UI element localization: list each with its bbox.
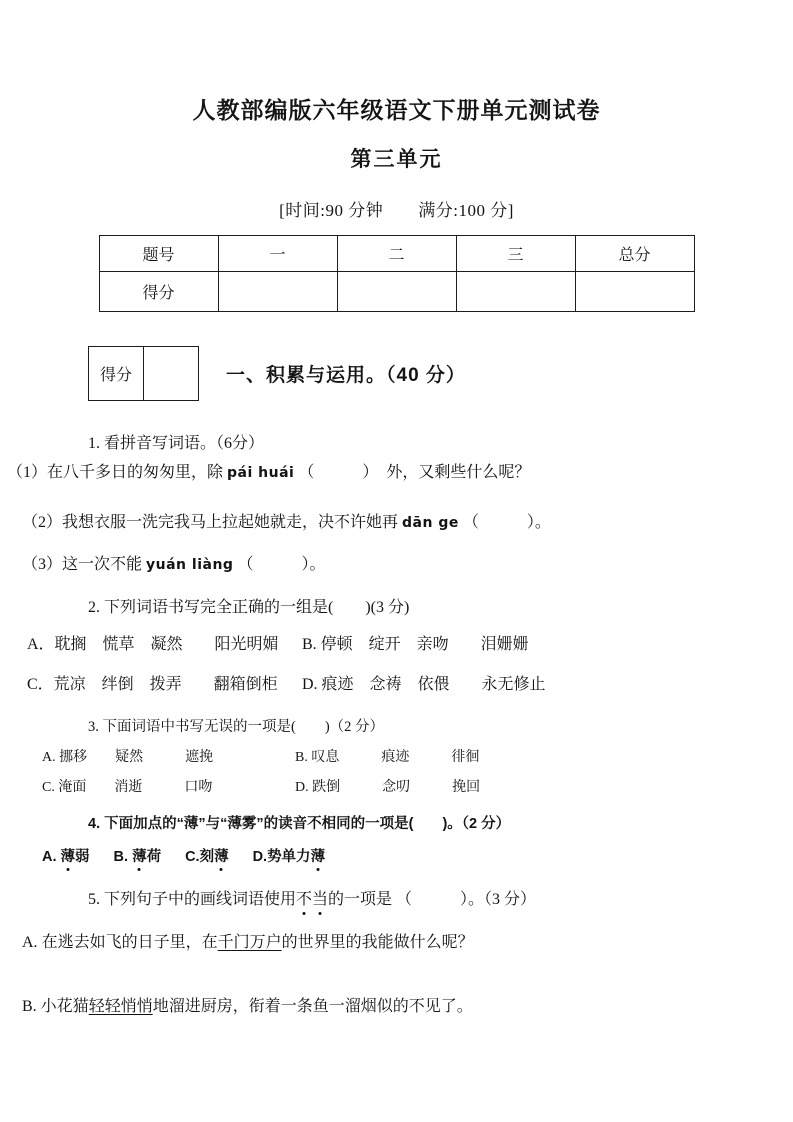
pinyin-text: yuán liàng (146, 557, 234, 573)
section-score-box (88, 346, 199, 401)
option-label: A. (42, 849, 61, 865)
dotted-character: 薄 (60, 849, 76, 865)
option-label: B. (22, 998, 41, 1015)
question-1-item-3 (22, 554, 793, 576)
item-text: （2）我想衣服一洗完我马上拉起她就走，决不许她再 (22, 514, 403, 531)
underlined-word: 轻轻悄悄 (88, 998, 153, 1015)
option-label: D. (252, 849, 268, 865)
item-text: （ ） 外，又剩些什么呢？ (294, 464, 531, 481)
question-number: 5. (88, 891, 104, 908)
unit-title: 第三单元 (350, 148, 443, 171)
underlined-word: 千门万户 (217, 934, 282, 951)
question-2-heading: 2. 下列词语书写完全正确的一组是( )(3 分) (88, 599, 410, 616)
option-d (253, 848, 326, 867)
dotted-character: 不 (296, 889, 312, 911)
option-c: C. 淹面 消逝 口吻 (42, 780, 213, 795)
question-text: 的一项是 （ ）。（3 分） (328, 891, 537, 908)
option-c (185, 848, 229, 867)
option-text: 小花猫 (40, 998, 89, 1015)
score-table-header-row (99, 236, 694, 272)
score-row-label: 得分 (99, 272, 218, 312)
dotted-character: 薄 (132, 849, 147, 865)
item-text: （ ）。 (458, 514, 551, 531)
item-text: （1）在八千多日的匆匆里，除 (7, 464, 228, 481)
score-table-header-cell: 总分 (575, 236, 694, 272)
option-c: C．荒凉 绊倒 拨弄 翻箱倒柜 (27, 676, 278, 693)
option-text: 刻 (199, 849, 215, 865)
option-label: C. (185, 849, 200, 865)
dotted-character: 当 (312, 889, 328, 911)
question-3-heading: 3. 下面词语中书写无误的一项是( )（2 分） (88, 719, 385, 735)
question-1-heading: 1. 看拼音写词语。（6分） (88, 435, 265, 452)
option-text: 的世界里的我能做什么呢？ (281, 934, 474, 951)
score-table (99, 235, 695, 312)
question-4-heading: 4. 下面加点的“薄”与“薄雾”的读音不相同的一项是( )。（2 分） (88, 816, 511, 832)
option-b: B. 叹息 痕迹 徘徊 (295, 750, 480, 765)
question-3-options-row-2 (42, 779, 793, 797)
score-cell (456, 272, 575, 312)
score-box-value (144, 347, 199, 401)
question-3-options-row-1 (42, 749, 793, 767)
page-title: 人教部编版六年级语文下册单元测试卷 (192, 97, 601, 123)
option-label: B. (113, 849, 133, 865)
option-text: 地溜进厨房，衔着一条鱼一溜烟似的不见了。 (152, 998, 473, 1015)
question-1-item-1 (7, 462, 793, 484)
option-text: 势单力 (267, 849, 311, 865)
score-table-header-cell: 二 (337, 236, 456, 272)
score-cell (337, 272, 456, 312)
section-score-row (88, 346, 793, 401)
question-5-heading (88, 889, 793, 911)
item-text: （3）这一次不能 (22, 556, 147, 573)
option-text: 弱 (75, 849, 90, 865)
pinyin-text: dān ge (402, 515, 459, 531)
score-table-value-row (99, 272, 694, 312)
question-4-options-row (42, 848, 793, 867)
section-heading: 一、积累与运用。（40 分） (226, 365, 466, 386)
item-text: （ ）。 (233, 556, 326, 573)
option-text: 荷 (146, 849, 162, 865)
option-a (42, 848, 90, 867)
dotted-character: 薄 (214, 849, 229, 865)
option-b: B. 停顿 绽开 亲吻 泪姗姗 (302, 636, 529, 653)
score-box-label: 得分 (89, 347, 144, 401)
question-5-option-b (22, 997, 793, 1017)
option-a: A．耽搁 慌草 凝然 阳光明媚 (27, 636, 279, 653)
option-label: A. (22, 934, 42, 951)
dotted-character: 薄 (310, 849, 326, 865)
question-1-item-2 (22, 512, 793, 534)
question-5-option-a (22, 933, 793, 953)
pinyin-text: pái huái (227, 465, 295, 481)
exam-meta: [时间:90 分钟 满分:100 分] (279, 201, 514, 220)
question-text: 下列句子中的画线词语使用 (104, 891, 297, 908)
question-2-options-row-2 (27, 674, 793, 696)
option-a: A. 挪移 疑然 遮挽 (42, 750, 214, 765)
score-table-header-cell: 题号 (99, 236, 218, 272)
option-b (114, 848, 162, 867)
score-cell (575, 272, 694, 312)
option-d: D. 痕迹 念祷 依偎 永无修止 (302, 676, 546, 693)
score-cell (218, 272, 337, 312)
score-table-header-cell: 一 (218, 236, 337, 272)
option-d: D. 跌倒 念叨 挽回 (295, 780, 481, 795)
option-text: 在逃去如飞的日子里，在 (41, 934, 218, 951)
score-table-header-cell: 三 (456, 236, 575, 272)
question-2-options-row-1 (27, 634, 793, 656)
